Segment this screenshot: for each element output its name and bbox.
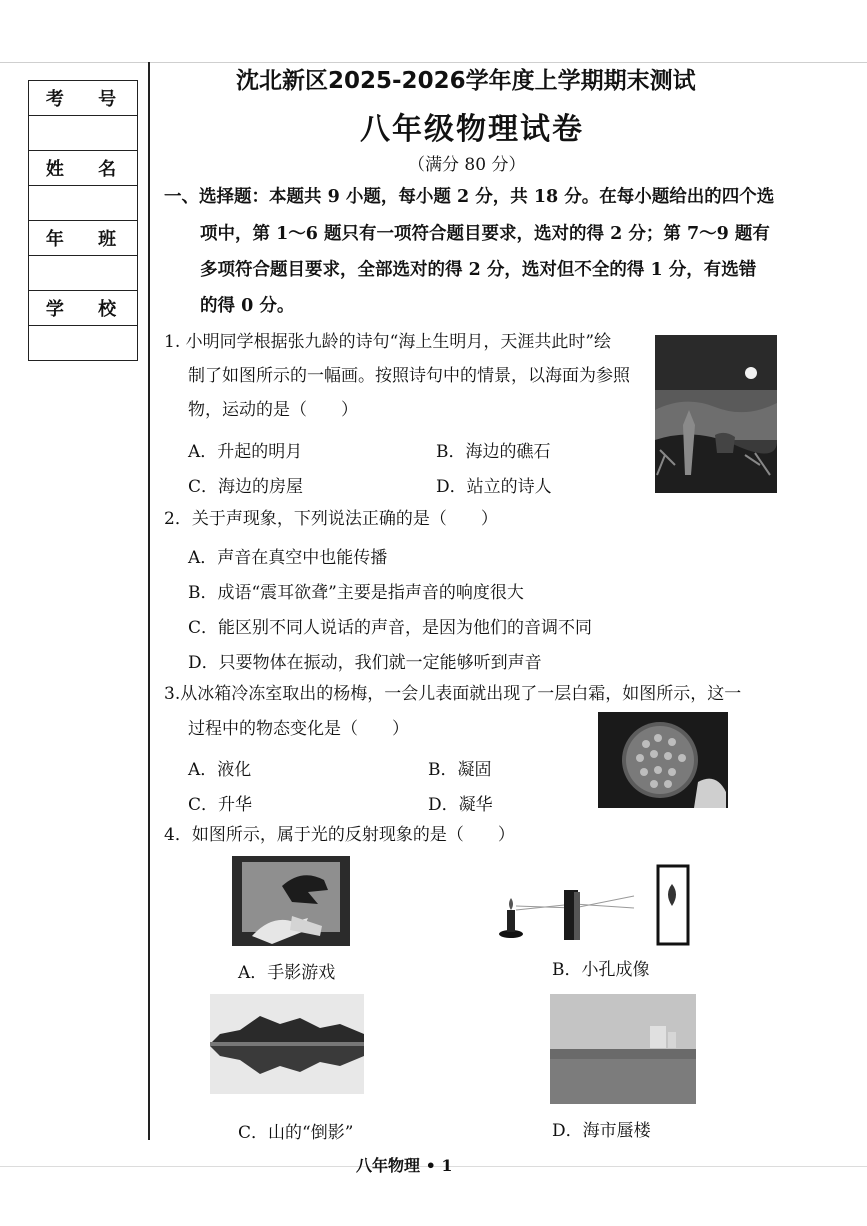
class-field[interactable] (29, 256, 137, 291)
q4d-mirage-photo (550, 994, 696, 1104)
q3-option-a: A．液化 (188, 760, 252, 780)
q1-option-c: C．海边的房屋 (188, 477, 304, 497)
section1-line2: 项中，第 1～6 题只有一项符合题目要求，选对的得 2 分；第 7～9 题有 (200, 224, 770, 244)
name-label: 姓 名 (29, 151, 137, 186)
exam-number-field[interactable] (29, 116, 137, 151)
section1-line3: 多项符合题目要求，全部选对的得 2 分，选对但不全的得 1 分，有选错 (200, 260, 757, 280)
q1-line2: 制了如图所示的一幅画。按照诗句中的情景，以海面为参照 (188, 366, 630, 386)
q3-line2: 过程中的物态变化是（ ） (188, 719, 409, 739)
q1-option-d: D．站立的诗人 (436, 477, 552, 497)
q3-frosted-bayberry-photo (598, 712, 728, 808)
name-field[interactable] (29, 186, 137, 221)
q2-option-c: C．能区别不同人说话的声音，是因为他们的音调不同 (188, 618, 593, 638)
page-footer: 八年物理 • 1 (356, 1156, 453, 1175)
q4-option-d: D．海市蜃楼 (552, 1121, 651, 1141)
class-label: 年 班 (29, 221, 137, 256)
section1-line1: 一、选择题：本题共 9 小题，每小题 2 分，共 18 分。在每小题给出的四个选 (164, 187, 775, 207)
q1-line1: 1. 小明同学根据张九龄的诗句“海上生明月，天涯共此时”绘 (164, 332, 612, 352)
q3-line1: 3.从冰箱冷冻室取出的杨梅，一会儿表面就出现了一层白霜，如图所示，这一 (164, 684, 742, 704)
q2-option-a: A．声音在真空中也能传播 (188, 548, 388, 568)
q1-option-b: B．海边的礁石 (436, 442, 551, 462)
full-score: （满分 80 分） (408, 155, 526, 175)
school-label: 学 校 (29, 291, 137, 326)
q4-option-b: B．小孔成像 (552, 960, 650, 980)
q3-option-c: C．升华 (188, 795, 253, 815)
q4c-mountain-reflection-photo (210, 994, 364, 1094)
q3-option-d: D．凝华 (428, 795, 493, 815)
q3-option-b: B．凝固 (428, 760, 492, 780)
q2-stem: 2．关于声现象，下列说法正确的是（ ） (164, 509, 498, 529)
paper-title: 八年级物理试卷 (360, 112, 584, 147)
q4-stem: 4．如图所示，属于光的反射现象的是（ ） (164, 825, 515, 845)
binding-line (148, 62, 150, 1140)
q4-option-c: C．山的“倒影” (238, 1123, 354, 1143)
school-field[interactable] (29, 326, 137, 360)
q2-option-b: B．成语“震耳欲聋”主要是指声音的响度很大 (188, 583, 524, 603)
q1-line3: 物，运动的是（ ） (188, 400, 358, 420)
q4b-pinhole-camera-diagram (494, 860, 694, 950)
exam-number-label: 考 号 (29, 81, 137, 116)
q4a-hand-shadow-photo (232, 856, 350, 946)
student-info-table (28, 80, 138, 361)
q1-option-a: A．升起的明月 (188, 442, 303, 462)
q1-moon-sea-painting (655, 335, 777, 493)
q2-option-d: D．只要物体在振动，我们就一定能够听到声音 (188, 653, 542, 673)
exam-title: 沈北新区2025-2026学年度上学期期末测试 (236, 68, 696, 94)
q4-option-a: A．手影游戏 (238, 963, 336, 983)
section1-line4: 的得 0 分。 (200, 296, 295, 316)
